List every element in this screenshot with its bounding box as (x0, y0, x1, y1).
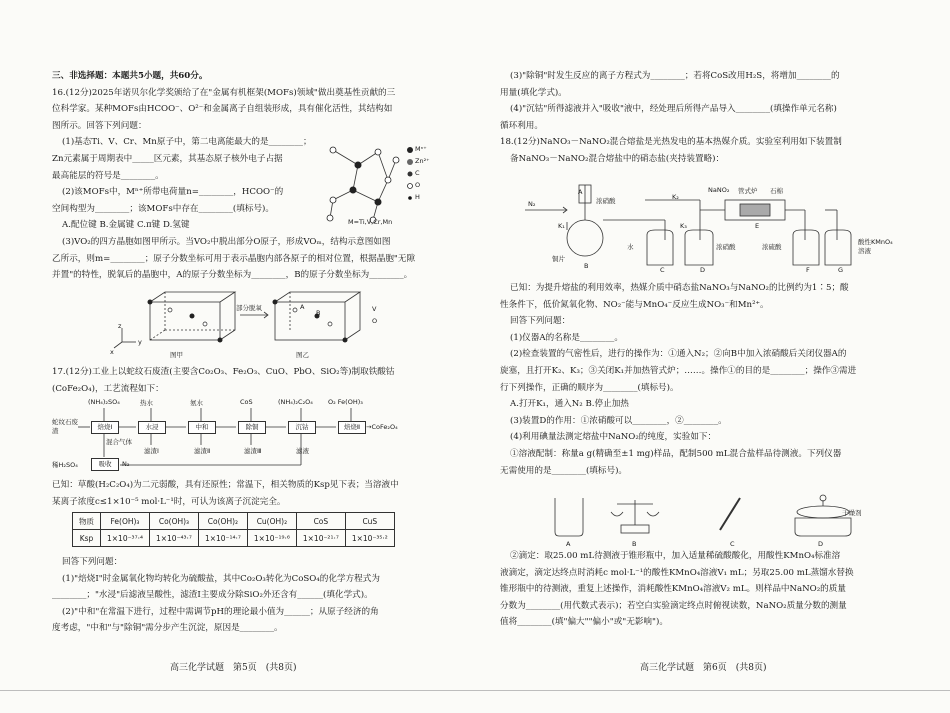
q16-line: 16.(12分)2025年诺贝尔化学奖颁给了在"金属有机框架(MOFs)领域"做出奠基性贡献的三 (52, 87, 396, 98)
q16-line: 空间构型为________；该MOFs中存在________(填标号)。 (52, 203, 274, 214)
table-cell: Ksp (73, 530, 101, 547)
q18-line: (1)仪器A的名称是________。 (510, 332, 623, 343)
flow-step-cobalt-precip: 沉钴 (288, 421, 316, 434)
app-label: F (806, 266, 810, 274)
table-cell: 1×10⁻¹⁹·⁶ (247, 530, 296, 547)
q18-line: (3)装置D的作用：①浓硝酸可以________，②________。 (510, 415, 727, 426)
flow-residue: 滤渣Ⅲ (244, 447, 262, 455)
table-row (73, 530, 395, 547)
q17-line: (4)"沉钴"所得滤液并入"吸收"液中，经处理后所得产品导入________(填操作单元名称) (510, 104, 837, 115)
q16-line: (2)该MOFs中，Mⁿ⁺所带电荷量n=________，HCOO⁻的 (62, 187, 284, 198)
app-label: 管式炉 (738, 187, 758, 195)
q18-line: 性条件下，低价氮氧化物、NO₂⁻能与MnO₄⁻反应生成NO₃⁻和Mn²⁺。 (500, 299, 769, 310)
q16-line: 位科学家。某种MOFs由HCOO⁻、O²⁻和金属离子自组装形成，具有催化活性，其结构如 (52, 104, 393, 115)
legend-zn: Zn²⁺ (415, 157, 430, 165)
legend-metal: Mⁿ⁺ (415, 145, 427, 153)
q17-line: 回答下列问题： (62, 557, 123, 567)
q18-part-a (500, 280, 905, 479)
q18-line: 值将________(填"偏大""偏小"或"无影响")。 (500, 617, 668, 628)
q18-line: ②滴定：取25.00 mL待测液于锥形瓶中，加入适量稀硫酸酸化，用酸性KMnO₄标准溶 (510, 551, 841, 561)
q17-line: 度考虑，"中和"与"除铜"需分步产生沉淀，原因是________。 (52, 623, 283, 634)
q16-line: 图所示。回答下列问题： (52, 120, 147, 131)
legend-h: H (415, 193, 420, 201)
page-5-footer: 高三化学试题 第5页 (共8页) (170, 663, 297, 673)
page-6-footer: 高三化学试题 第6页 (共8页) (640, 663, 767, 673)
table-cell: CuS (345, 513, 394, 530)
instruments-figure (545, 490, 855, 545)
page-6-column (500, 68, 905, 168)
flow-step-water-leach: 水浸 (138, 421, 166, 434)
app-label: G (838, 266, 844, 274)
flow-step-absorb: 吸收 (91, 458, 119, 471)
axis-x: x (110, 348, 114, 356)
atom-b-label: B (316, 309, 321, 317)
flow-input: (NH₄)₂SO₄ (88, 398, 120, 406)
table-cell: 1×10⁻⁴³·⁷ (149, 530, 198, 547)
app-label: D (700, 266, 706, 274)
app-label: 浓硫酸 (762, 243, 782, 251)
q16-line: 乙所示，则m=________；原子分数坐标可用于表示晶胞内部各原子的相对位置，根据晶胞"无隙 (52, 253, 416, 264)
q17-line: 循环利用。 (500, 120, 543, 131)
q18-line: (4)利用碘量法测定熔盐中NaNO₂的纯度，实验如下： (510, 432, 717, 443)
q17-line: 已知：草酸(H₂C₂O₄)为二元弱酸，具有还原性；常温下，相关物质的Ksp见下表；当溶液中 (52, 480, 399, 490)
app-label: C (660, 266, 665, 274)
app-label: 水 (627, 243, 634, 251)
app-label: A (578, 188, 583, 196)
desiccant-label: 干燥剂 (842, 509, 862, 517)
flow-step-copper-removal: 除铜 (238, 421, 266, 434)
q18-line: 液滴定，滴定达终点时消耗c mol·L⁻¹的酸性KMnO₄溶液V₁ mL；另取25.00 mL蒸馏水替换 (500, 567, 854, 578)
table-cell: Co(OH)₂ (198, 513, 247, 530)
app-label: B (584, 262, 589, 270)
q17-line: 某离子浓度c≤1×10⁻⁵ mol·L⁻¹时，可认为该离子沉淀完全。 (52, 496, 286, 507)
flow-start: 蛇纹石废渣 (52, 418, 78, 435)
atom-a-label: A (300, 303, 305, 311)
app-label: K₁ (558, 222, 565, 230)
table-cell: Co(OH)₃ (149, 513, 198, 530)
q18-line: 分数为________(用代数式表示)；若空白实验滴定终点时俯视读数，NaNO₂质量分数的测量 (500, 600, 847, 611)
table-header-row (73, 513, 395, 530)
q16-line: 最高能层的符号是________。 (52, 170, 164, 181)
ksp-table (72, 512, 395, 547)
q18-line: 回答下列问题： (510, 316, 571, 327)
q18-line: 无需使用的是________(填标号)。 (500, 465, 628, 476)
legend-o-atom: O (372, 317, 378, 325)
q18-line: 备NaNO₃－NaNO₂混合熔盐中的硝态盐(夹持装置略)： (510, 153, 725, 164)
flow-step-neutralize: 中和 (188, 421, 216, 434)
section-heading: 三、非选择题：本题共5小题，共60分。 (52, 71, 208, 81)
flow-input: CoS (240, 398, 253, 406)
app-label: 铜片 (552, 255, 565, 263)
table-cell: Cu(OH)₂ (247, 513, 296, 530)
flow-input: 热水 (140, 399, 153, 407)
q18-part-b (500, 548, 905, 631)
flow-residue: 滤渣Ⅰ (144, 447, 159, 455)
q18-line: ①溶液配制：称量a g(精确至±1 mg)样品，配制500 mL混合盐样品待测液。下列仪器 (510, 448, 842, 459)
mof-structure-figure (318, 140, 448, 230)
table-cell: Fe(OH)₃ (101, 513, 150, 530)
flow-product: →CoFe₂O₄ (366, 423, 398, 431)
q18-line: 旋塞，且打开K₂、K₃；③关闭K₁并加热管式炉；……。操作①的目的是________；操作③需进 (500, 365, 857, 376)
q17-line: 用量(填化学式)。 (500, 87, 567, 98)
app-label: N₂ (528, 200, 536, 208)
flow-filtrate: 滤液 (296, 447, 309, 455)
app-label: K₂ (672, 193, 679, 201)
table-cell: 1×10⁻¹⁴·⁷ (198, 530, 247, 547)
instrument-a-label: A (566, 540, 571, 548)
q16-options: A.配位键 B.金属键 C.π键 D.氢键 (62, 220, 190, 231)
table-cell: CoS (296, 513, 345, 530)
q18-options: A.打开K₁，通入N₂ B.停止加热 (510, 399, 629, 410)
figure-a-caption: 图甲 (170, 351, 183, 359)
app-label: E (755, 222, 760, 230)
flow-absorb-input: 稀H₂SO₄ (52, 461, 78, 469)
table-cell: 1×10⁻³⁷·⁴ (101, 530, 150, 547)
q17-line: (3)"除铜"时发生反应的离子方程式为________；若将CoS改用H₂S，将增加________的 (510, 71, 840, 81)
flow-step-roast1: 焙烧Ⅰ (91, 421, 119, 434)
q17-line: (1)"焙烧Ⅰ"时金属氧化物均转化为硫酸盐，其中Co₂O₃转化为CoSO₄的化学方程式为 (62, 573, 380, 584)
q18-line: 18.(12分)NaNO₃－NaNO₂混合熔盐是光热发电的基本热媒介质。实验室利用如下装置制 (500, 137, 842, 148)
flow-input: 氨水 (190, 399, 203, 407)
q17-line: (2)"中和"在常温下进行，过程中需调节pH的理论最小值为______；从原子经济的角 (62, 606, 379, 617)
axis-z: z (118, 322, 122, 330)
app-label: 石棉 (770, 187, 783, 195)
instrument-d-label: D (818, 540, 824, 548)
q16-line: Zn元素属于周期表中_____区元素，其基态原子核外电子占据 (52, 153, 283, 164)
app-label: NaNO₂ (708, 186, 730, 194)
flow-residue: 滤渣Ⅱ (194, 447, 211, 455)
q18-line: 行下列操作，正确的顺序为________(填标号)。 (500, 382, 679, 393)
flow-step-roast2: 焙烧Ⅱ (338, 421, 366, 434)
q16-line: (3)VO₂的四方晶胞如图甲所示。当VO₂中脱出部分O原子，形成VOₘ，结构示意图如图 (62, 236, 391, 247)
mof-caption: M=Ti,V,Cr,Mn (348, 218, 393, 226)
q17-line: (CoFe₂O₄)，工艺流程如下： (52, 383, 164, 394)
axis-y: y (138, 338, 142, 346)
instrument-c-label: C (730, 540, 735, 548)
legend-v: V (372, 305, 377, 313)
flow-absorb-output: N₂ (122, 460, 130, 468)
app-label: 酸性KMnO₄溶液 (858, 238, 893, 255)
instrument-b-label: B (632, 540, 637, 548)
legend-o: O (415, 181, 421, 189)
q16-line: (1)基态Ti、V、Cr、Mn原子中，第二电离能最大的是________； (62, 137, 312, 148)
figure-b-caption: 图乙 (296, 351, 309, 359)
q17-known (52, 477, 452, 510)
q17-line: ________；"水浸"后滤液呈酸性，滤渣Ⅰ主要成分除SiO₂外还含有______(填化学式)。 (52, 590, 373, 601)
flow-input: O₂ Fe(OH)₃ (328, 398, 363, 406)
flow-input: (NH₄)₂C₂O₄ (278, 398, 313, 406)
flow-byproduct: 混合气体 (106, 438, 132, 446)
app-label: 浓硝酸 (716, 243, 736, 251)
page-edge-divider (0, 690, 950, 691)
q17-line: 17.(12分)工业上以蛇纹石废渣(主要含Co₂O₃、Fe₂O₃、CuO、PbO、SiO₂等)制取铁酸钴 (52, 367, 395, 377)
app-label: K₃ (680, 222, 687, 230)
apparatus-diagram (525, 180, 855, 275)
table-cell: 物质 (73, 513, 101, 530)
table-cell: 1×10⁻²¹·⁷ (296, 530, 345, 547)
table-cell: 1×10⁻³⁵·² (345, 530, 394, 547)
legend-c: C (415, 169, 420, 177)
q17-column (52, 364, 452, 397)
q17-questions (52, 554, 452, 637)
app-label: 浓硝酸 (596, 197, 616, 205)
q18-line: (2)检查装置的气密性后，进行的操作为：①通入N₂；②向B中加入浓硝酸后关闭仪器A的 (510, 349, 847, 360)
deoxygenation-arrow-label: 部分脱氧 (236, 304, 262, 312)
q18-line: 已知：为提升熔盐的利用效率，热媒介质中硝态盐NaNO₃与NaNO₂的比例约为1∶5；酸 (510, 283, 849, 293)
q16-line: 并置"的特性，脱氧后的晶胞中，A的原子分数坐标为________，B的原子分数坐标为________。 (52, 270, 413, 281)
unit-cell-figures (110, 290, 370, 358)
q18-line: 锥形瓶中的待测液，重复上述操作，消耗酸性KMnO₄溶液V₂ mL。则样品中NaNO₂的质量 (500, 584, 846, 595)
